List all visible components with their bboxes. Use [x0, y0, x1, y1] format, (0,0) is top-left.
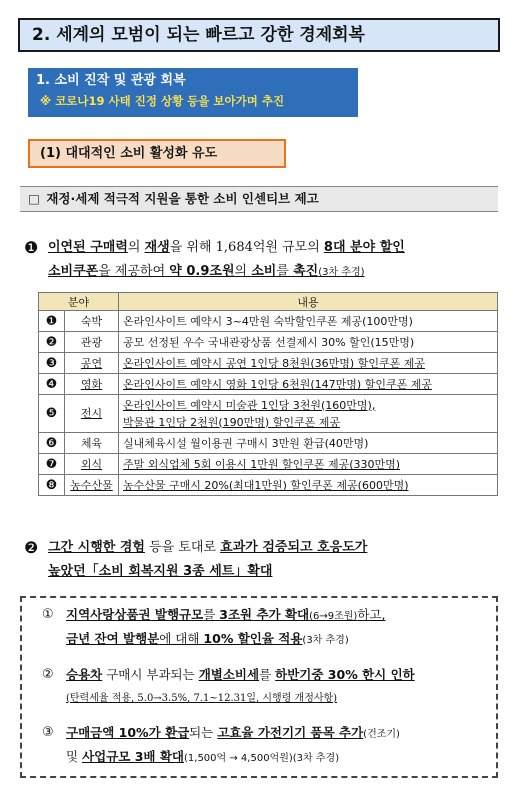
text-span: 촉진: [293, 264, 319, 279]
text-span: 를: [276, 264, 294, 279]
table-header-row: [39, 293, 498, 311]
row-field: 영화: [65, 374, 119, 395]
table-row: [39, 311, 498, 332]
square-marker-icon: □: [28, 191, 40, 206]
paragraph-2: [26, 536, 506, 584]
sub-heading-text: 재정·세제 적극적 지원을 통한 소비 인센티브 제고: [46, 191, 319, 206]
row-content: 주말 외식업체 5회 이용시 1만원 할인쿠폰 제공(330만명): [119, 454, 498, 475]
bullet-2-icon: ❷: [24, 538, 39, 557]
row-content: 온라인사이트 예약시 공연 1인당 8천원(36만명) 할인쿠폰 제공: [119, 353, 498, 374]
text-span: (3차 추경): [302, 635, 349, 646]
row-number: ❺: [39, 395, 65, 433]
text-span: 약 0.9조원: [169, 264, 235, 279]
text-span: 지역사랑상품권 발행규모: [66, 607, 204, 622]
row-field: 외식: [65, 454, 119, 475]
row-field: 관광: [65, 332, 119, 353]
text-span: 을 제공하여: [98, 264, 170, 279]
circled-3-icon: ③: [42, 725, 54, 740]
table-row: [39, 353, 498, 374]
subsection-note: ※ 코로나19 사태 진정 상황 등을 보아가며 추진: [40, 94, 285, 108]
row-content: 실내체육시설 월이용권 구매시 3만원 환급(40만명): [119, 433, 498, 454]
row-number: ❸: [39, 353, 65, 374]
text-span: 구매시 부과되는: [102, 667, 199, 682]
header-field: 분야: [39, 293, 119, 311]
text-span: 를: [203, 607, 220, 622]
text-span: 및: [66, 749, 83, 764]
list-item: [42, 604, 502, 652]
text-span: 를: [259, 667, 276, 682]
subsection-title: 1. 소비 진작 및 관광 회복: [36, 73, 186, 88]
row-field: 공연: [65, 353, 119, 374]
text-span: 10% 할인율 적용: [203, 631, 303, 646]
text-span: 의: [234, 264, 252, 279]
text-span: 의: [127, 240, 145, 255]
table-row: [39, 454, 498, 475]
text-span: 등을 토대로: [144, 540, 221, 555]
text-span: (탄력세율 적용, 5.0→3.5%, 7.1~12.31일, 시행령 개정사항): [66, 693, 338, 704]
text-span: 재생: [144, 240, 170, 255]
section-title: 2. 세계의 모범이 되는 빠르고 강한 경제회복: [18, 18, 500, 52]
text-span: 에 대해: [159, 631, 204, 646]
text-span: 고효율 가전기기 품목 추가: [217, 725, 364, 740]
table-row: [39, 433, 498, 454]
table-row: [39, 332, 498, 353]
row-number: ❹: [39, 374, 65, 395]
row-number: ❷: [39, 332, 65, 353]
text-span: 소비쿠폰: [48, 264, 99, 279]
text-span: 을 위해 1,684억원 규모의: [169, 240, 324, 255]
row-content: 공모 선정된 우수 국내관광상품 선결제시 30% 할인(15만명): [119, 332, 498, 353]
text-span: (6→9조원): [309, 611, 358, 622]
text-span: (1,500억 → 4,500억원)(3차 추경): [184, 753, 340, 764]
list-item: [42, 722, 502, 770]
text-span: 하반기중 30% 한시 인하: [275, 667, 415, 682]
sub-heading: [20, 186, 498, 212]
text-span: 8대 분야 할인: [323, 240, 405, 255]
row-field: 전시: [65, 395, 119, 433]
text-span: 하고,: [357, 607, 386, 622]
text-span: 3조원 추가 확대: [219, 607, 310, 622]
header-content: 내용: [119, 293, 498, 311]
circled-2-icon: ②: [42, 667, 54, 682]
circled-1-icon: ①: [42, 607, 54, 622]
row-content-line: 박물관 1인당 2천원(190만명) 할인쿠폰 제공: [123, 415, 340, 429]
table-row: [39, 475, 498, 496]
text-span: 그간 시행한 경험: [48, 540, 145, 555]
row-content: 온라인사이트 예약시 3~4만원 숙박할인쿠폰 제공(100만명): [119, 311, 498, 332]
row-field: 농수산물: [65, 475, 119, 496]
text-span: 개별소비세: [198, 667, 260, 682]
text-span: 이연된 구매력: [48, 240, 128, 255]
topic-heading: (1) 대대적인 소비 활성화 유도: [28, 139, 286, 168]
row-number: ❼: [39, 454, 65, 475]
text-span: 소비: [251, 264, 277, 279]
row-content: 농수산물 구매시 20%(최대1만원) 할인쿠폰 제공(600만명): [119, 475, 498, 496]
table-row: [39, 374, 498, 395]
row-content-line: 온라인사이트 예약시 미술관 1인당 3천원(160만명),: [123, 398, 376, 412]
row-number: ❻: [39, 433, 65, 454]
row-number: ❽: [39, 475, 65, 496]
subsection-banner: [28, 68, 358, 117]
paragraph-1: [26, 236, 506, 285]
row-content: 온라인사이트 예약시 영화 1인당 6천원(147만명) 할인쿠폰 제공: [119, 374, 498, 395]
text-span: 승용차: [66, 667, 103, 682]
table-row: [39, 395, 498, 433]
row-content: [119, 395, 498, 433]
row-number: ❶: [39, 311, 65, 332]
bullet-1-icon: ❶: [24, 238, 39, 257]
list-item: [42, 664, 502, 710]
text-span: 효과가 검증되고 호응도가: [220, 540, 368, 555]
text-span: 되는: [189, 725, 218, 740]
row-field: 체육: [65, 433, 119, 454]
text-span: 사업규모 3배 확대: [82, 749, 184, 764]
text-span: 높았던「소비 회복지원 3종 세트」확대: [48, 564, 273, 579]
text-span: (3차 추경): [318, 267, 365, 278]
text-span: 금년 잔여 발행분: [66, 631, 160, 646]
text-span: (건조기): [363, 729, 400, 740]
text-span: 구매금액 10%가 환급: [66, 725, 190, 740]
row-field: 숙박: [65, 311, 119, 332]
coupon-table: [38, 292, 498, 496]
